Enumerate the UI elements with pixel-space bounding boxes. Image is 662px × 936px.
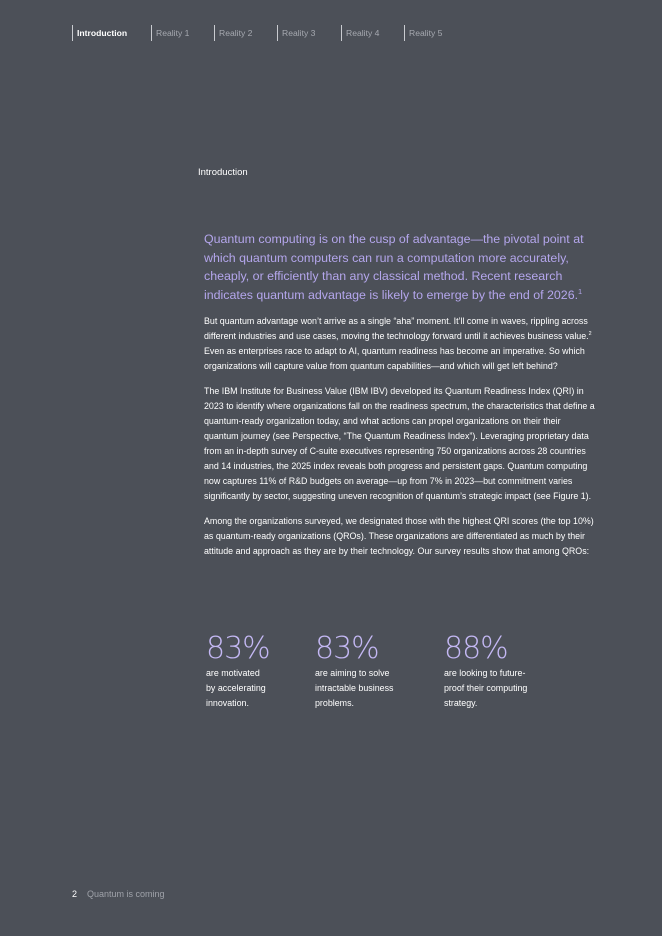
lead-text: Quantum computing is on the cusp of advantage—the pivotal point at which quantum computers can run a computation more accurately, cheaply, or efficiently than any classical method. Recent research indicates quantum advantage is likely to emerge by the end of 2026. xyxy=(204,232,584,302)
stat-line: are aiming to solve xyxy=(315,668,390,678)
stat-value: 83% xyxy=(315,631,379,666)
stat-line: by accelerating xyxy=(206,683,266,693)
stat-line: proof their computing xyxy=(444,683,528,693)
stat-value: 88% xyxy=(444,631,508,666)
footer-title: Quantum is coming xyxy=(87,889,165,899)
stat-description xyxy=(206,666,306,711)
body-paragraph-1 xyxy=(204,314,596,374)
stat-line: are looking to future- xyxy=(444,668,526,678)
stat-line: problems. xyxy=(315,698,354,708)
body-paragraph-2: The IBM Institute for Business Value (IBM IBV) developed its Quantum Readiness Index (QRI) in 2023 to identify where organizations fall on the readiness spectrum, the characteristics that define a quantum-ready organization today, and what actions can propel organizations on their their quantum journey (see Perspective, “The Quantum Readiness Index”). Leveraging proprietary data from an in-depth survey of C-suite executives representing 750 organizations across 28 countries and 14 industries, the 2025 index reveals both progress and persistent gaps. Quantum computing now captures 11% of R&D budgets on average—up from 7% in 2023—but commitment varies significantly by sector, suggesting uneven recognition of quantum’s strategic impact (see Figure 1). xyxy=(204,386,595,502)
section-label: Introduction xyxy=(198,167,248,178)
stat-innovation xyxy=(206,632,306,711)
body-paragraph-3: Among the organizations surveyed, we designated those with the highest QRI scores (the top 10%) as quantum-ready organizations (QROs). These organizations are differentiated as much by their attitude and approach as they are by their technology. Our survey results show that among QROs: xyxy=(204,516,594,557)
nav-item-reality-1[interactable]: Reality 1 xyxy=(151,25,214,41)
stat-line: are motivated xyxy=(206,668,260,678)
stat-value: 83% xyxy=(206,631,270,666)
footnote-ref-1[interactable]: 1 xyxy=(578,286,583,296)
nav-item-introduction[interactable]: Introduction xyxy=(72,25,151,41)
main-content xyxy=(204,230,596,569)
paragraph1-text-a: But quantum advantage won’t arrive as a single “aha” moment. It’ll come in waves, rippling across different industries and use cases, moving the technology forward until it achieves business value. xyxy=(204,316,589,342)
nav-item-reality-5[interactable]: Reality 5 xyxy=(404,25,467,41)
footnote-ref-2[interactable]: 2 xyxy=(588,331,592,338)
stat-line: strategy. xyxy=(444,698,478,708)
stat-future-proof xyxy=(444,632,574,711)
section-nav xyxy=(72,25,467,41)
stat-description xyxy=(315,666,435,711)
stats-row xyxy=(204,632,604,722)
stat-line: intractable business xyxy=(315,683,394,693)
nav-item-reality-4[interactable]: Reality 4 xyxy=(341,25,404,41)
page-footer xyxy=(72,889,165,899)
page-number: 2 xyxy=(72,889,78,899)
stat-intractable-problems xyxy=(315,632,435,711)
paragraph1-text-b: Even as enterprises race to adapt to AI, quantum readiness has become an imperative. So which organizations will capture value from quantum capabilities—and which will get left behind? xyxy=(204,346,585,372)
nav-item-reality-2[interactable]: Reality 2 xyxy=(214,25,277,41)
lead-paragraph xyxy=(204,230,596,304)
stat-line: innovation. xyxy=(206,698,249,708)
nav-item-reality-3[interactable]: Reality 3 xyxy=(277,25,341,41)
stat-description xyxy=(444,666,574,711)
